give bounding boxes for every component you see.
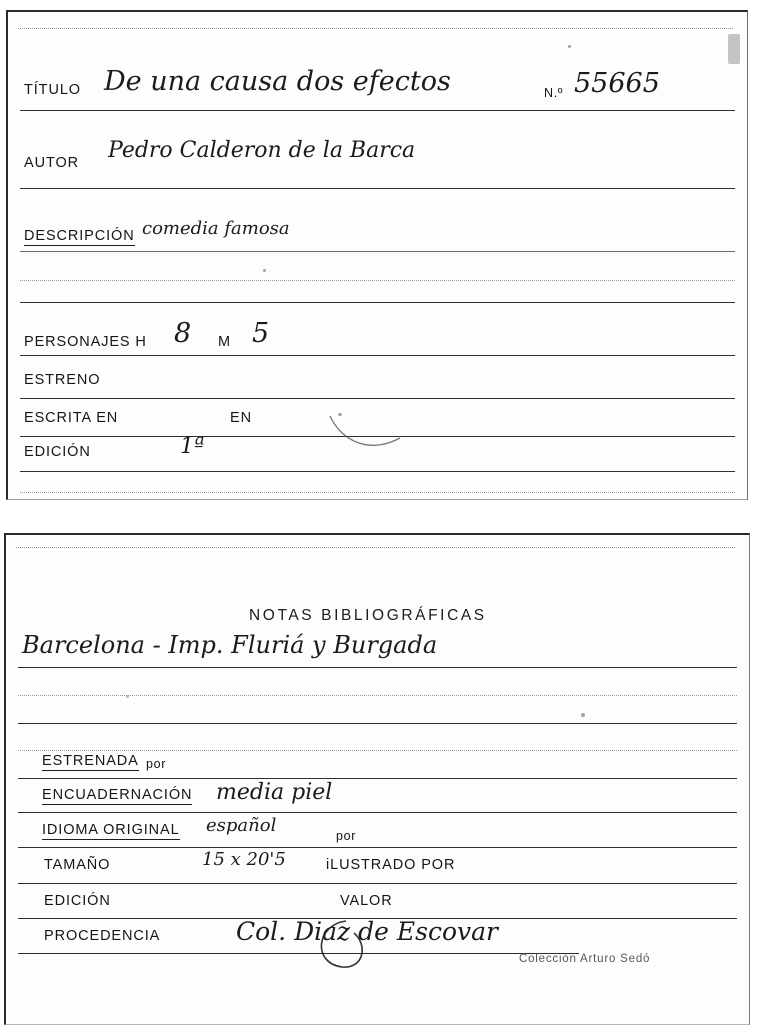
rule-idioma xyxy=(18,847,737,848)
rule-blank-2 xyxy=(20,302,735,303)
titulo-value: De una causa dos efectos xyxy=(104,66,451,97)
procedencia-value: Col. Diaz de Escovar xyxy=(236,917,498,946)
rule-procedencia xyxy=(18,953,579,954)
notas-bibliograficas-title: NOTAS BIBLIOGRÁFICAS xyxy=(249,607,487,624)
card-front-top-dotted-rule xyxy=(18,28,733,29)
signature-flourish xyxy=(306,915,376,975)
card-back-top-dotted-rule xyxy=(16,547,735,548)
rule-blank-1 xyxy=(20,280,735,281)
collection-stamp: Colección Arturo Sedó xyxy=(519,953,651,965)
scan-speck xyxy=(581,713,585,717)
edicion-value: 1ª xyxy=(180,434,205,459)
personajes-h-value: 8 xyxy=(174,318,192,349)
rule-edicion xyxy=(20,471,735,472)
encuadernacion-value: media piel xyxy=(216,780,333,805)
scan-speck xyxy=(126,695,129,698)
autor-label: AUTOR xyxy=(24,155,79,171)
ilustrado-por-label: iLUSTRADO POR xyxy=(326,857,456,873)
catalog-card-back xyxy=(4,533,750,1025)
scan-speck xyxy=(568,45,571,48)
rule-encuadernacion xyxy=(18,812,737,813)
valor-label: VALOR xyxy=(340,893,393,909)
tamano-label: TAMAÑO xyxy=(44,857,111,873)
personajes-m-label: M xyxy=(218,334,231,350)
numero-label: N.º xyxy=(544,86,564,100)
rule-notas-4 xyxy=(18,750,737,751)
scan-edge-artifact xyxy=(728,34,740,64)
rule-front-bottom xyxy=(20,492,735,493)
titulo-label: TÍTULO xyxy=(24,82,81,98)
estrenada-label: ESTRENADA xyxy=(42,753,139,769)
rule-titulo xyxy=(20,110,735,111)
idioma-original-value: español xyxy=(206,815,277,836)
rule-descripcion xyxy=(20,251,735,252)
notas-bibliograficas-value: Barcelona - Imp. Fluriá y Burgada xyxy=(22,631,438,659)
procedencia-label: PROCEDENCIA xyxy=(44,928,161,944)
rule-notas-3 xyxy=(18,723,737,724)
catalog-card-front xyxy=(6,10,748,500)
edicion-back-label: EDICIÓN xyxy=(44,893,111,909)
rule-notas-1 xyxy=(18,667,737,668)
estreno-label: ESTRENO xyxy=(24,372,101,388)
tamano-value: 15 x 20'5 xyxy=(202,849,286,870)
escrita-en-label: ESCRITA EN xyxy=(24,410,119,426)
personajes-label: PERSONAJES H xyxy=(24,334,147,350)
rule-autor xyxy=(20,188,735,189)
numero-value: 55665 xyxy=(574,68,660,99)
scan-speck xyxy=(338,413,342,416)
idioma-por-label: por xyxy=(336,829,357,843)
autor-value: Pedro Calderon de la Barca xyxy=(108,138,416,163)
rule-personajes xyxy=(20,355,735,356)
edicion-label: EDICIÓN xyxy=(24,444,91,460)
encuadernacion-label: ENCUADERNACIÓN xyxy=(42,787,193,803)
rule-tamano xyxy=(18,883,737,884)
rule-estrenada xyxy=(18,778,737,779)
rule-estreno xyxy=(20,398,735,399)
idioma-original-label: IDIOMA ORIGINAL xyxy=(42,822,180,838)
descripcion-label: DESCRIPCIÓN xyxy=(24,228,135,244)
scan-speck xyxy=(263,269,266,272)
en-label: EN xyxy=(230,410,252,426)
descripcion-value: comedia famosa xyxy=(142,218,290,239)
personajes-m-value: 5 xyxy=(252,318,270,349)
pen-scribble-mark xyxy=(326,408,406,462)
estrenada-por-suffix: por xyxy=(146,757,167,771)
